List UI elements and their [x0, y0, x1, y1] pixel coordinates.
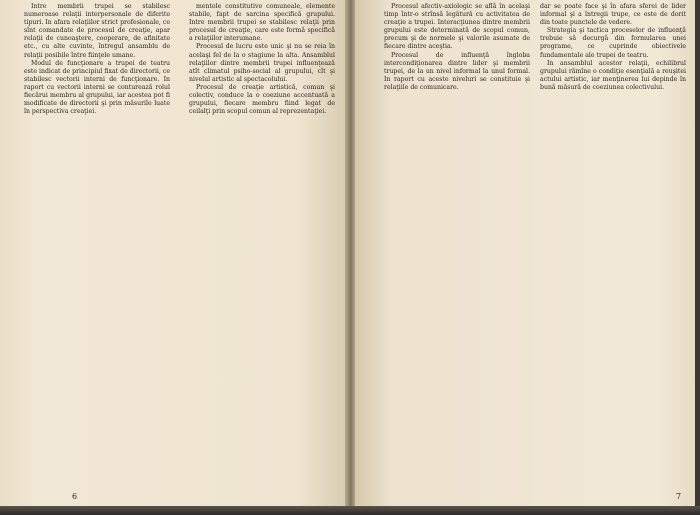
paragraph: Procesul de influenţă îngloba intercondiţionarea dintre lider şi membrii trupei, de la un nivel informal la unul formal. In raport cu aceste niveluri se constituie şi relaţiile de comunicare. — [384, 51, 530, 91]
paragraph: Procesul de creaţie artistică, comun şi colectiv, conduce la o coeziune accentuată a grupului, fiecare membru fiind legat de ceilalţi prin scopul comun al reprezentaţiei. — [189, 83, 335, 116]
paragraph: Intre membrii trupei se stabilesc numeroase relaţii interpersonale de diferite tipuri. In afara relaţiilor strict profesionale, ce sînt comandate de procesul de creaţie, apar relaţii de cunoaştere, cooperare, de afinitate etc., cu alte cuvinte, întregul ansamblu de relaţii posibile între fiinţele umane. — [24, 3, 170, 59]
right-page-column-1 — [384, 3, 530, 92]
paragraph: Procesul afectiv-axiologic se află în acelaşi timp într-o strînsă legătură cu activitatea de creaţie a trupei. Interacţiunea dintre membrii grupului este determinată de scopul comun, precum şi de normele şi valorile asumate de fiecare dintre aceştia. — [384, 3, 530, 51]
paragraph: Strategia şi tactica proceselor de influenţă trebuie să decurgă din formularea unei programe, ce cuprinde obiectivele fundamentale ale trupei de teatru. — [540, 27, 686, 59]
page-edge — [0, 506, 700, 515]
paragraph: In ansamblul acestor relaţii, echilibrul grupului rămîne o condiţie esenţială a reuşitei actului artistic, iar menţinerea lui depinde în bună măsură de coeziunea colectivului. — [540, 59, 686, 91]
right-page-column-2 — [540, 3, 686, 92]
paragraph: mentele constitutive comuneale, elemente stabile, fapt de sarcina specifică grupului. Intre membrii trupei se stabilesc relaţii prin procesul de creaţie, care este formă specifică a relaţiilor interumane. — [189, 3, 335, 43]
left-page — [0, 0, 350, 506]
right-page — [350, 0, 695, 506]
page-number: 7 — [676, 492, 682, 501]
left-page-column-1 — [24, 3, 170, 116]
left-page-column-2 — [189, 3, 335, 116]
paragraph: dar se poate face şi în afara sferei de lider informal şi a întregii trupe, ce este de dorit din toate punctele de vedere. — [540, 3, 686, 27]
paragraph: Procesul de lucru este unic şi nu se reia în acelaşi fel de la o stagiune la alta. Ansamblul relaţiilor dintre membrii trupei influenţează atît climatul psiho-social al grupului, cît şi nivelul artistic al spectacolului. — [189, 43, 335, 83]
page-number: 6 — [72, 492, 78, 501]
paragraph: Modul de funcţionare a trupei de teatru este indicat de principiul fixat de directorii, ce stabilesc vectorii interni de funcţionare. In raport cu vectorii interni se conturează rolul fiecărui membru al grupului, iar acestea pot fi modificate de directorii şi prin măsurile luate în perspectiva creaţiei. — [24, 59, 170, 116]
book-gutter — [345, 0, 355, 506]
